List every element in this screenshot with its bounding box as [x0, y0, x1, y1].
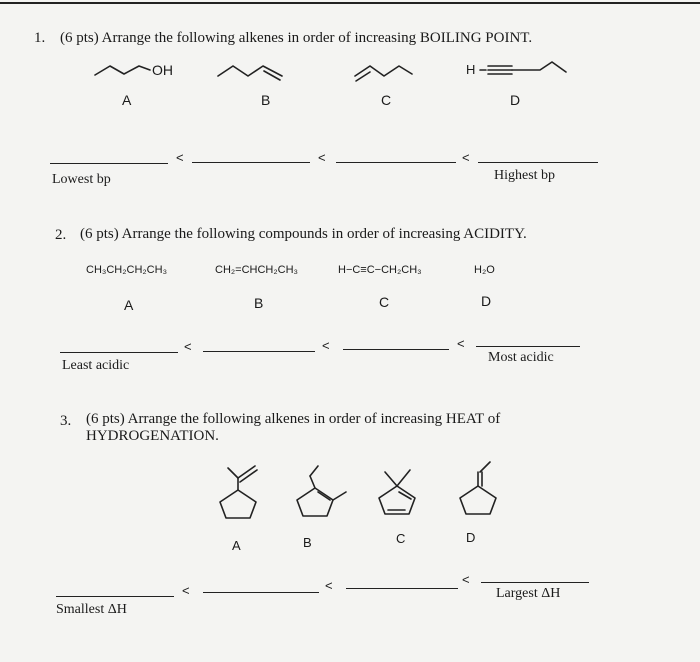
q3-lt-2: <: [325, 578, 333, 593]
q2-lt-1: <: [184, 339, 192, 354]
q1-label-b: B: [261, 92, 271, 108]
q2-lt-2: <: [322, 338, 330, 353]
q2-label-d: D: [481, 293, 492, 309]
q3-largest-label: Largest ΔH: [496, 586, 561, 601]
q1-lt-1: <: [176, 150, 184, 165]
q3-label-c: C: [396, 531, 406, 546]
q2-least-label: Least acidic: [62, 358, 130, 373]
q1-h-label: H: [466, 62, 476, 77]
q3-label-b: B: [303, 535, 312, 550]
q3-number: 3.: [60, 413, 72, 429]
q1-label-d: D: [510, 92, 521, 108]
q3-smallest-label: Smallest ΔH: [56, 602, 127, 617]
q1-highest-label: Highest bp: [494, 168, 556, 183]
q1-oh-label: OH: [152, 62, 173, 78]
q3-structure-b: [297, 466, 346, 516]
q3-lt-1: <: [182, 583, 190, 598]
q3-structure-c: [379, 470, 415, 514]
q1-lt-3: <: [462, 150, 470, 165]
q2-compound-d: H₂O: [474, 264, 495, 276]
q1-prompt: (6 pts) Arrange the following alkenes in order of increasing BOILING POINT.: [60, 30, 533, 46]
q2-compound-b: CH₂=CHCH₂CH₃: [215, 264, 298, 276]
q1-label-c: C: [381, 92, 392, 108]
q3-prompt-line2: HYDROGENATION.: [86, 428, 219, 444]
q3-lt-3: <: [462, 572, 470, 587]
q2-prompt: (6 pts) Arrange the following compounds in order of increasing ACIDITY.: [80, 226, 527, 242]
q3-structure-d: [460, 462, 496, 514]
q3-answer-blank-4[interactable]: [481, 582, 589, 583]
q3-answer-blank-2[interactable]: [203, 592, 319, 593]
q1-number: 1.: [34, 30, 46, 46]
q3-structure-a: [220, 466, 257, 518]
q2-label-a: A: [124, 297, 134, 313]
q2-label-c: C: [379, 294, 390, 310]
q3-answer-blank-1[interactable]: [56, 596, 174, 597]
q2-most-label: Most acidic: [488, 350, 554, 365]
q3-label-d: D: [466, 530, 476, 545]
q2-label-b: B: [254, 295, 264, 311]
q3-label-a: A: [232, 538, 241, 553]
q1-lt-2: <: [318, 150, 326, 165]
q2-number: 2.: [55, 227, 67, 243]
q3-prompt: (6 pts) Arrange the following alkenes in order of increasing HEAT of: [86, 411, 501, 427]
q1-label-a: A: [122, 92, 132, 108]
q2-lt-3: <: [457, 336, 465, 351]
q2-compound-c: H−C≡C−CH₂CH₃: [338, 264, 422, 276]
q1-lowest-label: Lowest bp: [52, 172, 111, 187]
q2-compound-a: CH₃CH₂CH₂CH₃: [86, 264, 168, 276]
q3-answer-blank-3[interactable]: [346, 588, 458, 589]
